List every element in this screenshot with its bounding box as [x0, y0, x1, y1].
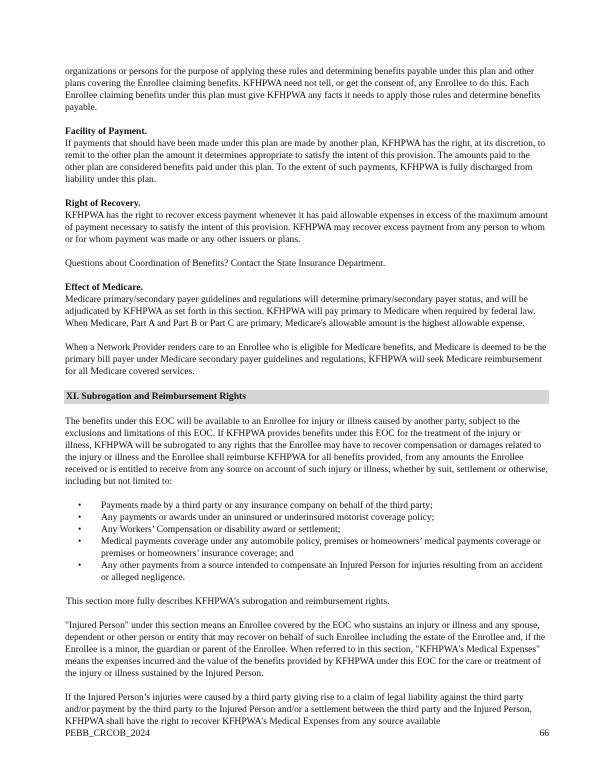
- right-of-recovery-text: KFHPWA has the right to recover excess payment whenever it has paid allowable expenses in excess of the maximum amount of payment necessary to satisfy the intent of this provision. KFHPWA may recover excess payment from any person to whom or for whom payment was made or any other issuers or plans.: [65, 210, 548, 245]
- list-item-text: Payments made by a third party or any insurance company on behalf of the third party;: [101, 500, 433, 511]
- cob-rules-paragraph: organizations or persons for the purpose of applying these rules and determining benefits payable under this plan and other plans covering the Enrollee claiming benefits. KFHPWA need not tell, or get the consent of, any Enrollee to do this. Each Enrollee claiming benefits under this plan must give KFHPWA any facts it needs to apply those rules and determine benefits payable.: [65, 66, 541, 113]
- section-heading-bar: XI. Subrogation and Reimbursement Rights: [64, 390, 549, 404]
- injured-person-definition-paragraph: "Injured Person" under this section means an Enrollee covered by the EOC who sustains an injury or illness and any spouse, dependent or other person or entity that may recover on behalf of such Enrollee including the estate of the Enrollee and, if the Enrollee is a minor, the guardian or parent of the Enrollee. When referred to in this section, "KFHPWA's Medical Expenses" means the expenses incurred and the value of the benefits provided by KFHPWA under this EOC for the care or treatment of the injury or illness sustained by the Injured Person.: [65, 620, 546, 679]
- bullet-icon: •: [78, 524, 82, 535]
- footer-document-id: PEBB_CRCOB_2024: [65, 728, 150, 739]
- facility-of-payment-text: If payments that should have been made under this plan are made by another plan, KFHPWA has the right, at its discretion, to remit to the other plan the amount it determines appropriate to satisfy the intent of this provision. The amounts paid to the other plan are considered benefits paid under this plan. To the extent of such payments, KFHPWA is fully discharged from liability under this plan.: [65, 138, 546, 185]
- list-item-text: Any payments or awards under an uninsured or underinsured motorist coverage policy;: [101, 512, 435, 523]
- list-item-text: Any Workers’ Compensation or disability award or settlement;: [101, 524, 341, 535]
- facility-of-payment-heading: Facility of Payment.: [65, 126, 147, 137]
- recovery-sources-list: [65, 500, 549, 584]
- footer-page-number: 66: [539, 728, 549, 739]
- right-of-recovery-heading: Right of Recovery.: [65, 198, 141, 209]
- list-item-text: Any other payments from a source intended to compensate an Injured Person for injuries resulting from an accident or alleged negligence.: [101, 560, 543, 583]
- list-item: [65, 560, 549, 584]
- cob-questions-paragraph: Questions about Coordination of Benefits? Contact the State Insurance Department.: [65, 258, 386, 269]
- bullet-icon: •: [78, 512, 82, 523]
- list-item: [65, 536, 549, 560]
- page-content: [65, 66, 549, 740]
- facility-of-payment-block: [65, 126, 549, 186]
- subrogation-intro-paragraph: The benefits under this EOC will be available to an Enrollee for injury or illness caused by another party, subject to the exclusions and limitations of this EOC. If KFHPWA provides benefits under this EOC for the treatment of the injury or illness, KFHPWA will be subrogated to any rights that the Enrollee may have to recover compensation or damages related to the injury or illness and the Enrollee shall reimburse KFHPWA for all benefits provided, from any amounts the Enrollee received or is entitled to receive from any source on account of such injury or illness, whether by suit, settlement or otherwise, including but not limited to:: [65, 416, 549, 487]
- list-item-text: Medical payments coverage under any automobile policy, premises or homeowners’ medical payments coverage or premises or homeowners’ insurance coverage; and: [101, 536, 541, 559]
- effect-of-medicare-text: Medicare primary/secondary payer guidelines and regulations will determine primary/secondary payer status, and will be adjudicated by KFHPWA as set forth in this section. KFHPWA will pay primary to Medicare when required by federal law. When Medicare, Part A and Part B or Part C are primary, Medicare's allowable amount is the highest allowable expense.: [65, 294, 536, 329]
- bullet-icon: •: [78, 500, 82, 511]
- bullet-icon: •: [78, 536, 82, 547]
- bullet-icon: •: [78, 560, 82, 571]
- effect-of-medicare-block: [65, 282, 549, 330]
- list-item: [65, 524, 549, 536]
- section-describes-paragraph: This section more fully describes KFHPWA’s subrogation and reimbursement rights.: [66, 596, 390, 607]
- right-of-recovery-block: [65, 198, 549, 246]
- list-item: [65, 500, 549, 512]
- list-item: [65, 512, 549, 524]
- network-provider-paragraph: When a Network Provider renders care to an Enrollee who is eligible for Medicare benefits, and Medicare is deemed to be the primary bill payer under Medicare secondary payer guidelines and regulations, KFHPWA will seek Medicare reimbursement for all Medicare covered services.: [65, 342, 547, 377]
- page-footer: [65, 728, 549, 740]
- third-party-liability-paragraph: If the Injured Person’s injuries were caused by a third party giving rise to a claim of legal liability against the third party and/or payment by the third party to the Injured Person and/or a settlement between the third party and the Injured Person, KFHPWA shall have the right to recover KFHPWA's Medical Expenses from any source available: [65, 692, 532, 727]
- effect-of-medicare-heading: Effect of Medicare.: [65, 282, 144, 293]
